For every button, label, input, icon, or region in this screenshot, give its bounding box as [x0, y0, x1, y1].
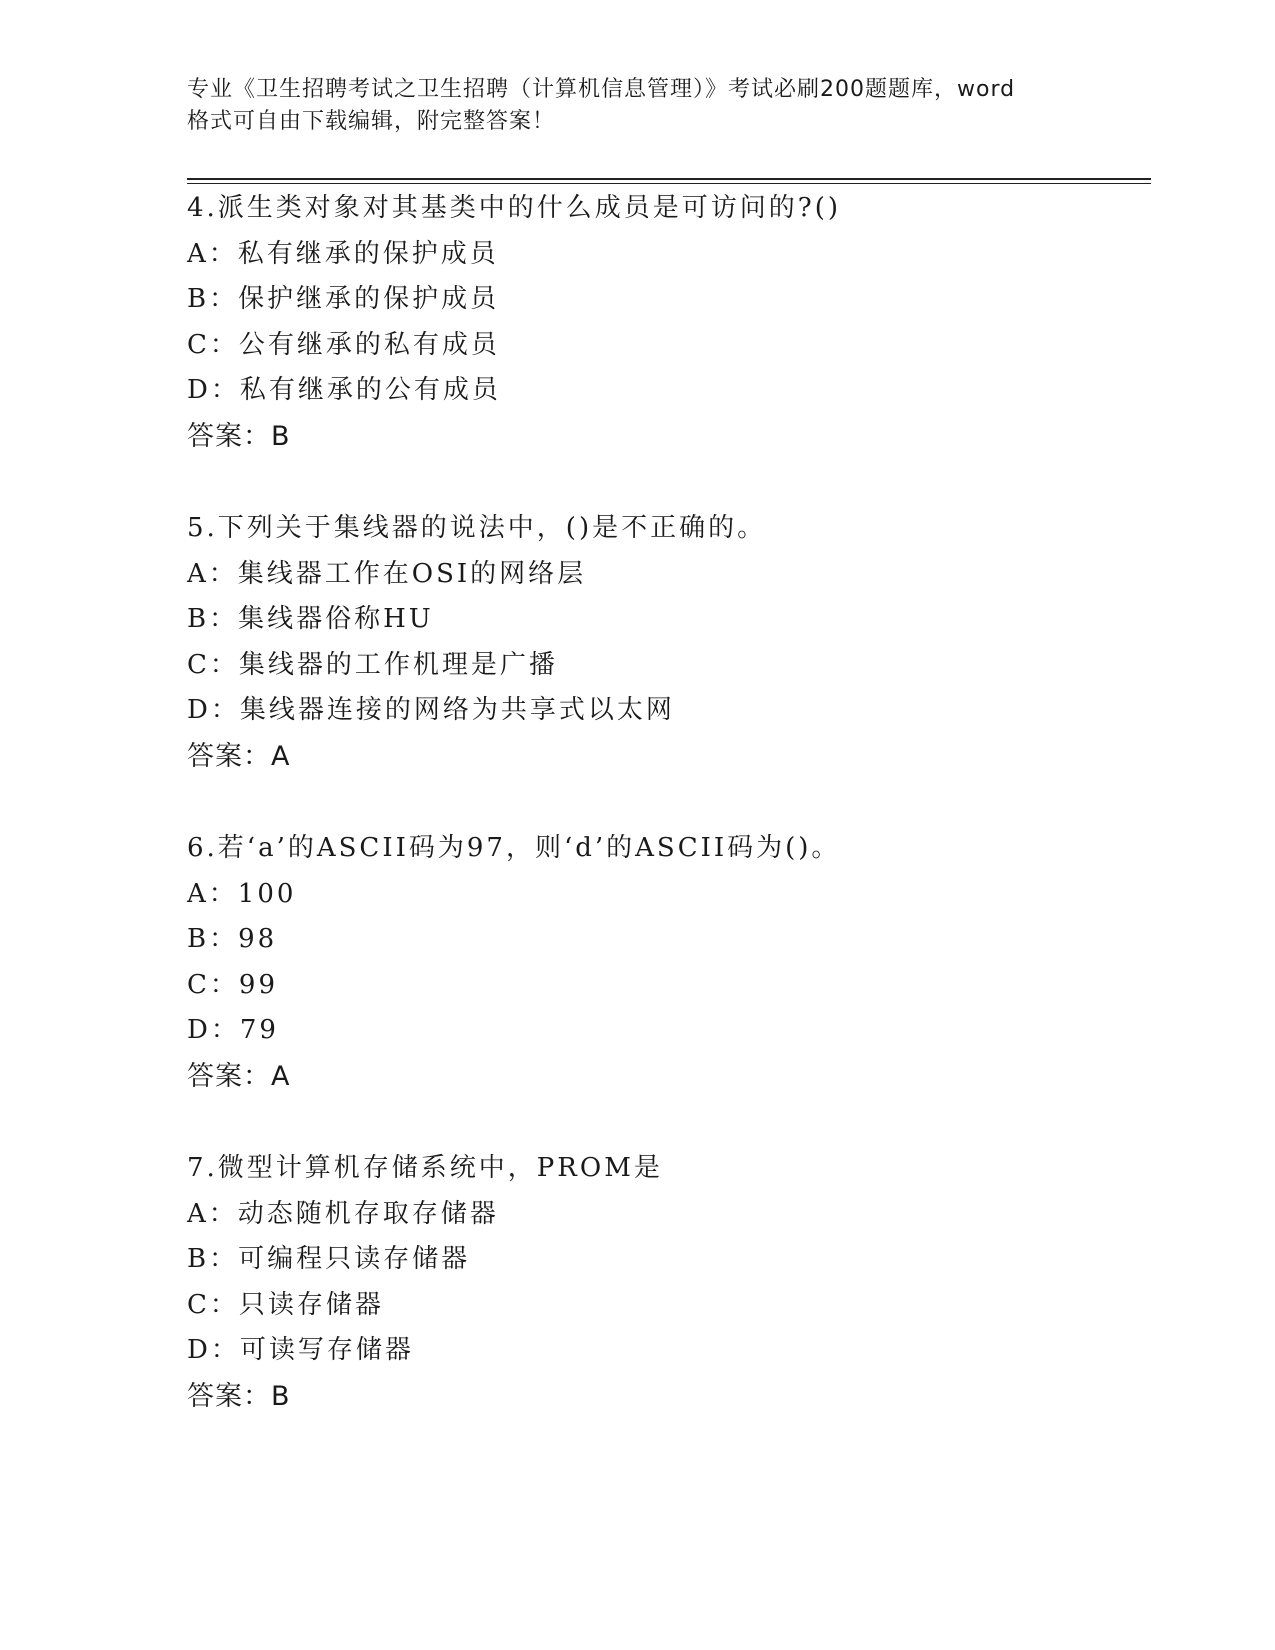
header-line-2: 格式可自由下载编辑，附完整答案！: [187, 109, 556, 134]
option-text: 动态随机存取存储器: [237, 1198, 499, 1229]
option-b: [187, 277, 1147, 323]
option-text: 私有继承的保护成员: [237, 238, 499, 269]
option-text: 79: [239, 1015, 279, 1046]
option-text: 只读存储器: [238, 1289, 384, 1320]
option-text: 可编程只读存储器: [238, 1244, 471, 1275]
option-key: D：: [187, 1015, 240, 1046]
option-text: 99: [238, 969, 278, 1000]
question-block: [187, 1146, 1147, 1420]
option-c: [187, 963, 1147, 1009]
document-header: [187, 74, 1087, 138]
question-block: [187, 186, 1147, 460]
option-key: D：: [187, 375, 240, 406]
option-d: [187, 688, 1147, 734]
question-block: [187, 826, 1147, 1100]
option-text: 公有继承的私有成员: [238, 329, 500, 360]
option-a: [187, 552, 1147, 598]
option-key: A：: [187, 558, 238, 589]
option-key: A：: [187, 1198, 238, 1229]
option-c: [187, 1283, 1147, 1329]
option-b: [187, 1237, 1147, 1283]
question-block: [187, 506, 1147, 780]
answer-label: 答案：A: [187, 1060, 291, 1092]
option-text: 保护继承的保护成员: [238, 284, 500, 315]
option-key: A：: [187, 238, 238, 269]
option-text: 98: [238, 924, 278, 955]
option-a: [187, 1192, 1147, 1238]
option-text: 集线器的工作机理是广播: [238, 649, 558, 680]
option-text: 集线器连接的网络为共享式以太网: [239, 695, 675, 726]
option-text: 集线器工作在OSI的网络层: [237, 558, 587, 589]
option-a: [187, 232, 1147, 278]
option-c: [187, 643, 1147, 689]
option-d: [187, 1008, 1147, 1054]
answer-label: 答案：B: [187, 420, 291, 452]
option-a: [187, 872, 1147, 918]
answer-label: 答案：B: [187, 1380, 291, 1412]
answer-label: 答案：A: [187, 740, 291, 772]
option-b: [187, 917, 1147, 963]
option-key: B：: [187, 924, 239, 955]
header-line-1: 专业《卫生招聘考试之卫生招聘（计算机信息管理）》考试必刷200题题库，word: [187, 77, 1016, 102]
option-key: C：: [187, 969, 239, 1000]
option-b: [187, 597, 1147, 643]
question-stem: 5.下列关于集线器的说法中，()是不正确的。: [187, 513, 767, 543]
option-text: 私有继承的公有成员: [239, 375, 501, 406]
option-key: D：: [187, 695, 240, 726]
option-key: C：: [187, 649, 239, 680]
option-key: C：: [187, 1289, 239, 1320]
question-stem: 6.若‘a’的ASCII码为97，则‘d’的ASCII码为()。: [187, 833, 841, 863]
question-stem: 7.微型计算机存储系统中，PROM是: [187, 1153, 663, 1183]
option-c: [187, 323, 1147, 369]
option-key: C：: [187, 329, 239, 360]
header-rule-thick: [187, 178, 1151, 180]
option-key: B：: [187, 1244, 239, 1275]
option-key: B：: [187, 284, 239, 315]
option-key: B：: [187, 604, 239, 635]
option-d: [187, 368, 1147, 414]
option-key: D：: [187, 1335, 240, 1366]
option-d: [187, 1328, 1147, 1374]
option-text: 可读写存储器: [239, 1335, 414, 1366]
header-rule-thin: [187, 183, 1151, 184]
question-stem: 4.派生类对象对其基类中的什么成员是可访问的?(): [187, 193, 842, 223]
option-key: A：: [187, 878, 238, 909]
option-text: 100: [237, 878, 297, 909]
option-text: 集线器俗称HU: [238, 604, 434, 635]
